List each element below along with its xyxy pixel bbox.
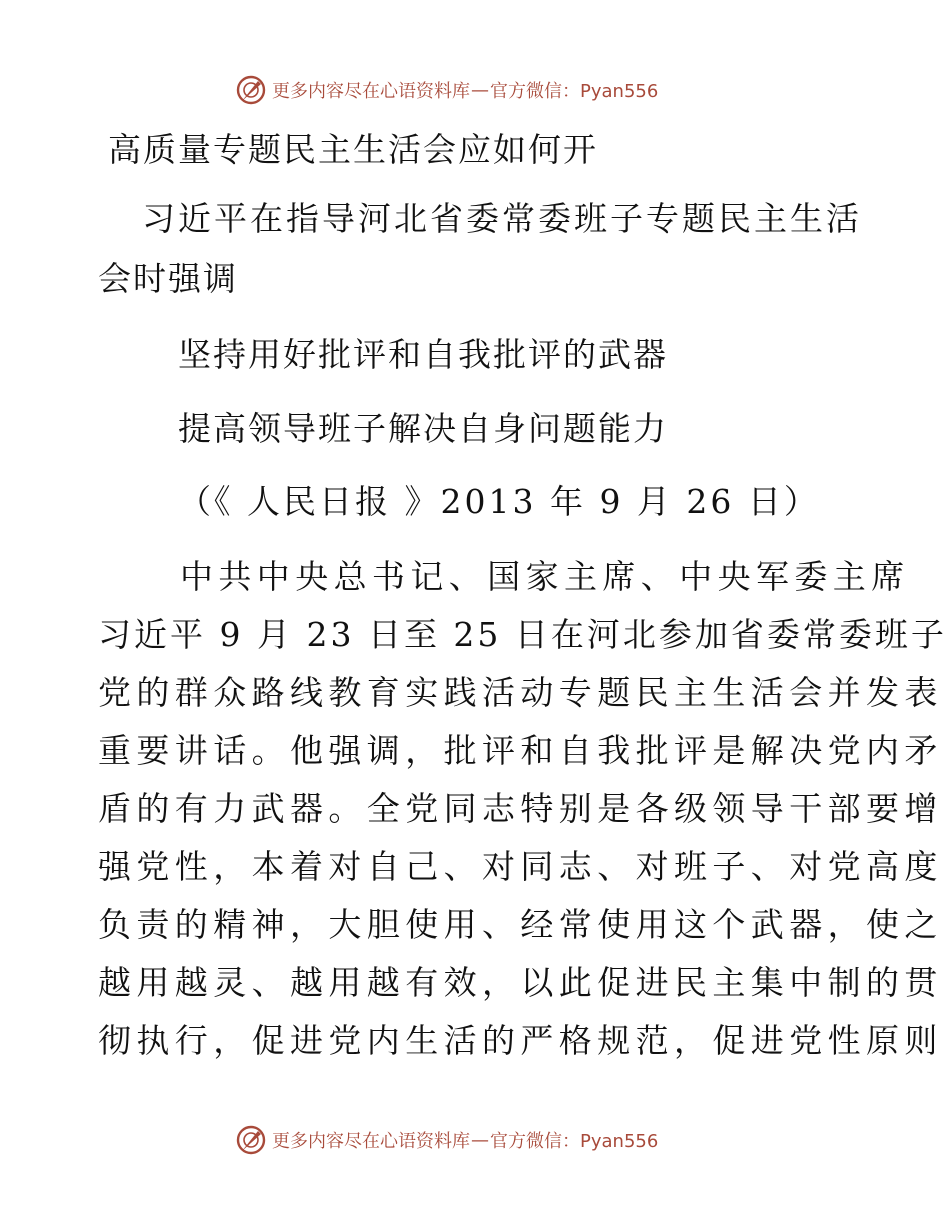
body-line-2 — [98, 615, 947, 655]
body-line-5 — [98, 789, 943, 829]
body-text: 盾的有力武器。全党同志特别是各级领导干部要增 — [98, 789, 943, 828]
body-text: 彻执行，促进党内生活的严格规范，促进党性原则 — [98, 1021, 943, 1060]
watermark-text: 更多内容尽在心语资料库 — [272, 81, 470, 102]
body-line-9 — [98, 1021, 943, 1061]
subtitle-line-2: 会时强调 — [98, 259, 238, 298]
body-text: 强党性，本着对自己、对同志、对班子、对党高度 — [98, 847, 943, 886]
watermark-separator: — — [471, 1129, 489, 1151]
body-text: 习近平 9 月 23 日至 25 日在河北参加省委常委班子 — [98, 615, 947, 654]
document-title: 高质量专题民主生活会应如何开 — [108, 130, 598, 169]
body-line-6 — [98, 847, 943, 887]
body-text: 党的群众路线教育实践活动专题民主生活会并发表 — [98, 673, 943, 712]
body-text: 越用越灵、越用越有效，以此促进民主集中制的贯 — [98, 963, 943, 1002]
watermark-contact: 官方微信：Pyan556 — [490, 1131, 659, 1152]
watermark-separator: — — [471, 79, 489, 101]
body-line-1 — [180, 557, 910, 597]
quill-logo-icon — [236, 75, 266, 105]
source-citation: （《 人民日报 》2013 年 9 月 26 日） — [178, 482, 820, 521]
body-text: 负责的精神，大胆使用、经常使用这个武器，使之 — [98, 905, 943, 944]
body-text: 中共中央总书记、国家主席、中央军委主席 — [180, 557, 910, 596]
headline-1: 坚持用好批评和自我批评的武器 — [178, 335, 668, 374]
watermark-contact: 官方微信：Pyan556 — [490, 81, 659, 102]
header-watermark — [236, 73, 658, 107]
quill-logo-icon — [236, 1125, 266, 1155]
footer-watermark — [236, 1123, 658, 1157]
body-line-3 — [98, 673, 943, 713]
body-line-4 — [98, 731, 943, 771]
headline-2: 提高领导班子解决自身问题能力 — [178, 409, 668, 448]
subtitle-line-1: 习近平在指导河北省委常委班子专题民主生活 — [142, 199, 862, 238]
body-line-8 — [98, 963, 943, 1003]
body-text: 重要讲话。他强调，批评和自我批评是解决党内矛 — [98, 731, 943, 770]
body-line-7 — [98, 905, 943, 945]
watermark-text: 更多内容尽在心语资料库 — [272, 1131, 470, 1152]
